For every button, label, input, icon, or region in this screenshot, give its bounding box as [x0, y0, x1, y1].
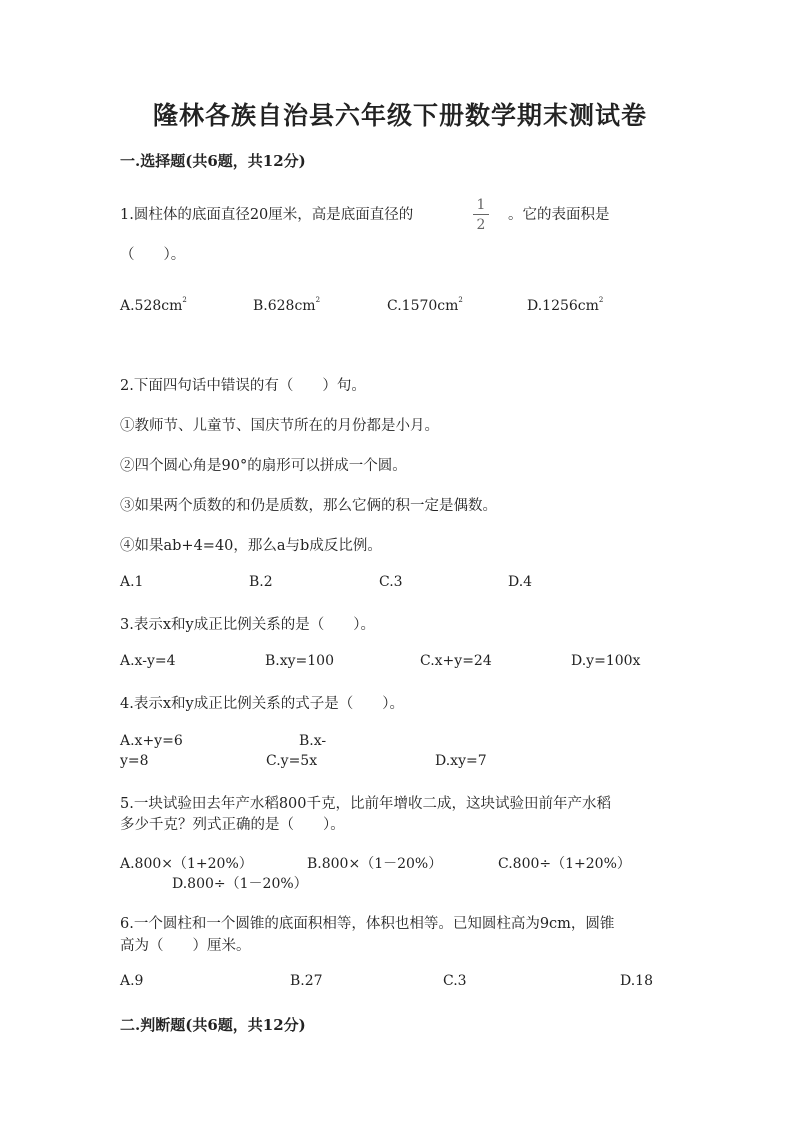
question-4-stem: 4.表示x和y成正比例关系的式子是（ ）。 [120, 696, 404, 712]
option-label: C.1570cm [387, 298, 459, 314]
question-5-line-1: 5.一块试验田去年产水稻800千克，比前年增收二成，这块试验田前年产水稻 [120, 796, 612, 812]
question-1-text-cont: 。它的表面积是 [508, 207, 610, 223]
question-2-statement-1: ①教师节、儿童节、国庆节所在的月份都是小月。 [120, 418, 439, 434]
unit-superscript: 2 [598, 296, 604, 304]
q5-option-b[interactable]: B.800×（1－20%） [307, 856, 443, 872]
q5-option-a[interactable]: A.800×（1+20%） [120, 856, 253, 872]
q1-option-d[interactable] [527, 298, 603, 314]
question-2-statement-3: ③如果两个质数的和仍是质数，那么它俩的积一定是偶数。 [120, 498, 497, 514]
option-label: A.528cm [120, 298, 183, 314]
section-heading-multiple-choice: 一.选择题(共6题，共12分) [120, 152, 306, 170]
q5-option-d[interactable]: D.800÷（1－20%） [172, 876, 308, 892]
q4-option-c[interactable]: C.y=5x [266, 753, 318, 769]
unit-superscript: 2 [315, 296, 321, 304]
question-2-statement-4: ④如果ab+4=40，那么a与b成反比例。 [120, 538, 382, 554]
q4-option-a[interactable]: A.x+y=6 [120, 733, 183, 749]
fraction-numerator: 1 [476, 197, 486, 213]
q3-option-d[interactable]: D.y=100x [571, 653, 641, 669]
q2-option-a[interactable]: A.1 [120, 574, 144, 590]
question-1-text: 1.圆柱体的底面直径20厘米，高是底面直径的 [120, 207, 414, 223]
unit-superscript: 2 [182, 296, 187, 304]
question-5-line-2: 多少千克？列式正确的是（ ）。 [120, 817, 345, 833]
question-6-line-1: 6.一个圆柱和一个圆锥的底面积相等，体积也相等。已知圆柱高为9cm，圆锥 [120, 916, 615, 932]
question-6-line-2: 高为（ ）厘米。 [120, 938, 251, 954]
q3-option-b[interactable]: B.xy=100 [265, 653, 334, 669]
q2-option-d[interactable]: D.4 [508, 574, 533, 590]
fraction-one-half [473, 198, 489, 232]
q1-option-b[interactable] [253, 298, 320, 314]
q4-option-b-wrap[interactable]: y=8 [120, 753, 149, 769]
section-heading-true-false: 二.判断题(共6题，共12分) [120, 1016, 306, 1034]
question-2-stem: 2.下面四句话中错误的有（ ）句。 [120, 378, 366, 394]
unit-superscript: 2 [458, 296, 463, 304]
q4-option-d[interactable]: D.xy=7 [435, 753, 487, 769]
q1-option-c[interactable] [387, 298, 463, 314]
q3-option-c[interactable]: C.x+y=24 [420, 653, 492, 669]
fraction-bar [473, 214, 489, 215]
q2-option-c[interactable]: C.3 [379, 574, 403, 590]
page-title: 隆林各族自治县六年级下册数学期末测试卷 [152, 101, 647, 130]
q6-option-c[interactable]: C.3 [443, 973, 467, 989]
question-3-stem: 3.表示x和y成正比例关系的是（ ）。 [120, 617, 375, 633]
q1-option-a[interactable] [120, 298, 187, 314]
q2-option-b[interactable]: B.2 [249, 574, 273, 590]
q4-option-b[interactable]: B.x- [299, 733, 327, 749]
option-label: D.1256cm [527, 298, 599, 314]
q5-option-c[interactable]: C.800÷（1+20%） [498, 856, 631, 872]
question-2-statement-2: ②四个圆心角是90°的扇形可以拼成一个圆。 [120, 458, 407, 474]
fraction-denominator: 2 [476, 217, 486, 233]
q6-option-d[interactable]: D.18 [620, 973, 653, 989]
q6-option-b[interactable]: B.27 [290, 973, 323, 989]
option-label: B.628cm [253, 298, 316, 314]
question-1-blank: （ ）。 [120, 247, 186, 263]
q3-option-a[interactable]: A.x-y=4 [120, 653, 176, 669]
q6-option-a[interactable]: A.9 [120, 973, 144, 989]
